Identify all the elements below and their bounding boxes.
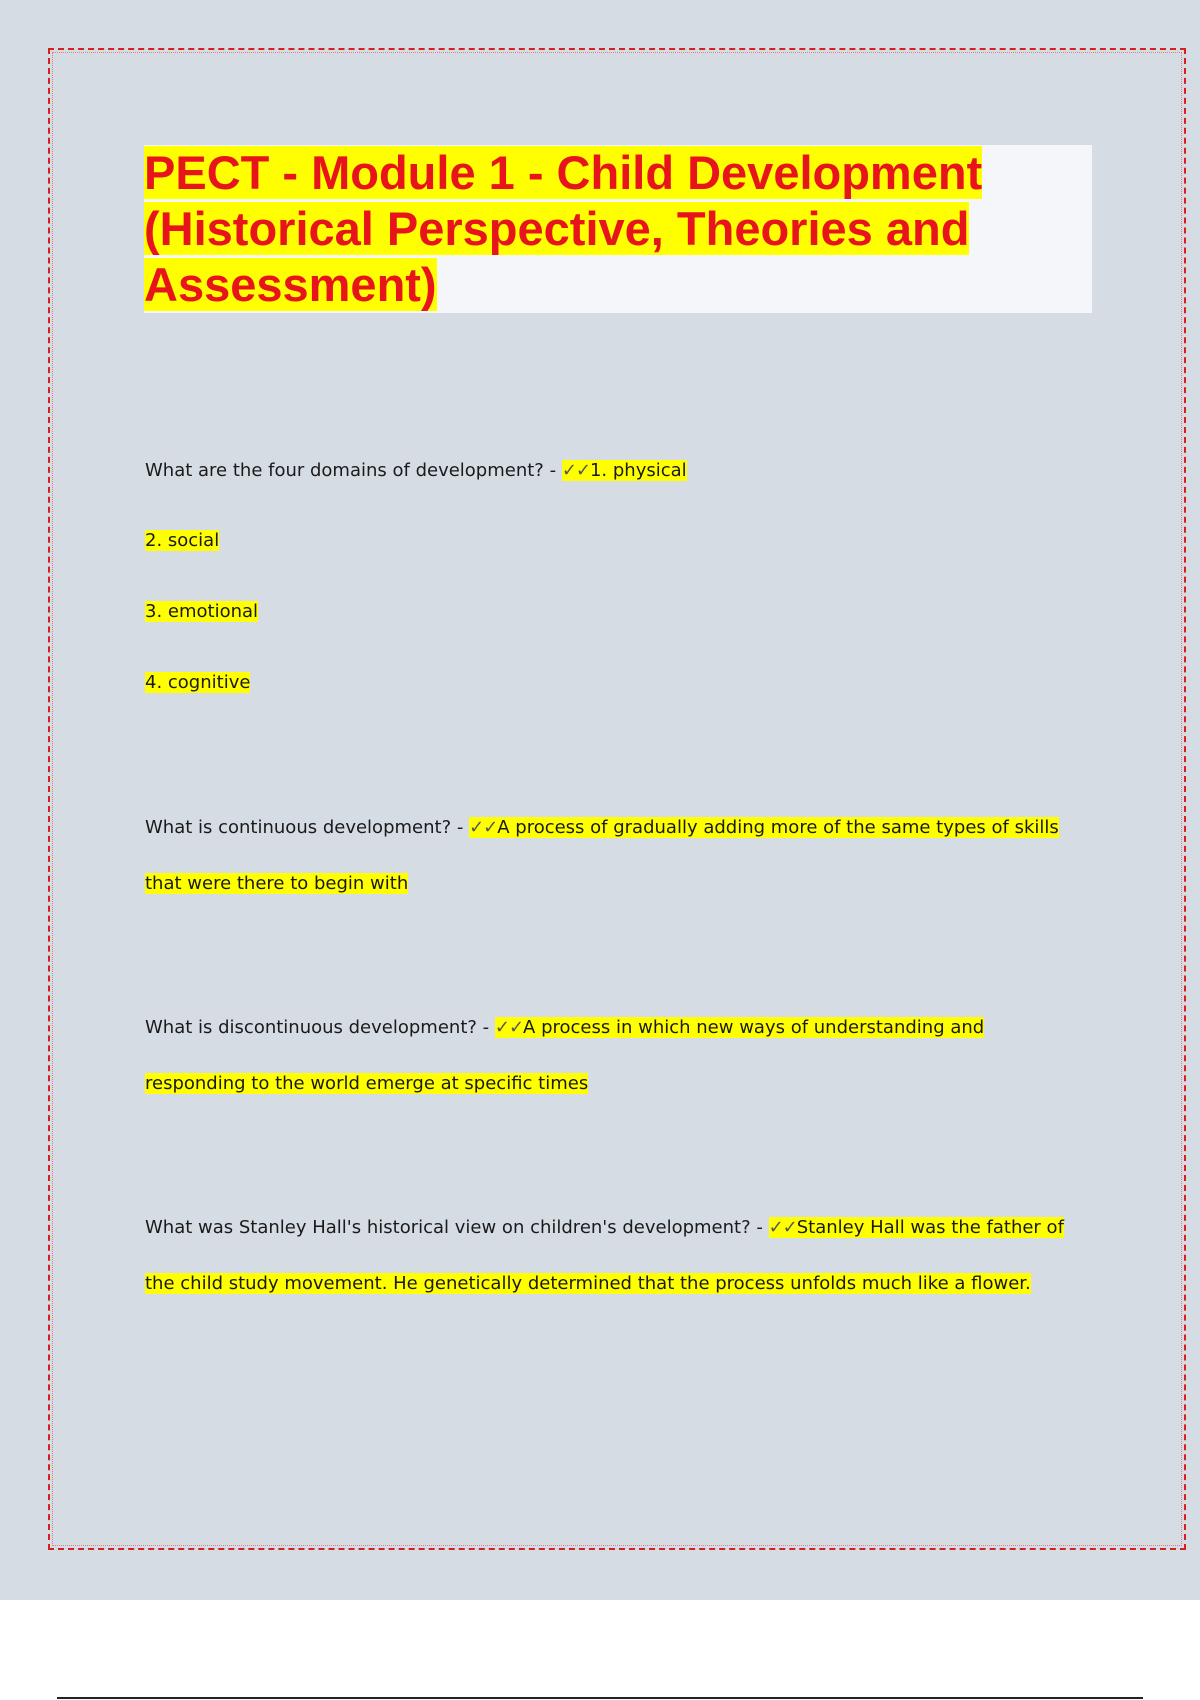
- qa-item-discontinuous: [145, 1000, 1105, 1112]
- answer-line: Stanley Hall was the father of: [796, 1217, 1064, 1238]
- double-check-icon: ✓✓: [469, 817, 498, 838]
- answer-line: responding to the world emerge at specific times: [145, 1073, 589, 1094]
- qa-item-continuous: [145, 800, 1105, 912]
- question-text: What is continuous development? -: [145, 817, 470, 838]
- question-text: What was Stanley Hall's historical view on children's development? -: [145, 1217, 769, 1238]
- document-title-text: PECT - Module 1 - Child Development (Historical Perspective, Theories and Assessment): [144, 146, 983, 311]
- double-check-icon: ✓✓: [768, 1217, 797, 1238]
- answer-line: A process of gradually adding more of the same types of skills: [497, 817, 1059, 838]
- double-check-icon: ✓✓: [561, 460, 590, 481]
- qa-item-stanley-hall: [145, 1200, 1105, 1312]
- answer-line: 3. emotional: [145, 601, 259, 622]
- answer-line: A process in which new ways of understanding and: [523, 1017, 985, 1038]
- answer-line: 1. physical: [589, 460, 687, 481]
- document-title: [144, 145, 1092, 313]
- question-text: What are the four domains of development? -: [145, 460, 562, 481]
- answer-line: the child study movement. He genetically determined that the process unfolds much like a flower.: [145, 1273, 1031, 1294]
- answer-line: 2. social: [145, 530, 220, 551]
- footer-divider: [57, 1697, 1143, 1699]
- answer-line: that were there to begin with: [145, 873, 409, 894]
- double-check-icon: ✓✓: [494, 1017, 524, 1038]
- answer-line: 4. cognitive: [145, 672, 251, 693]
- qa-item-domains: [145, 443, 1105, 726]
- question-text: What is discontinuous development? -: [145, 1017, 495, 1038]
